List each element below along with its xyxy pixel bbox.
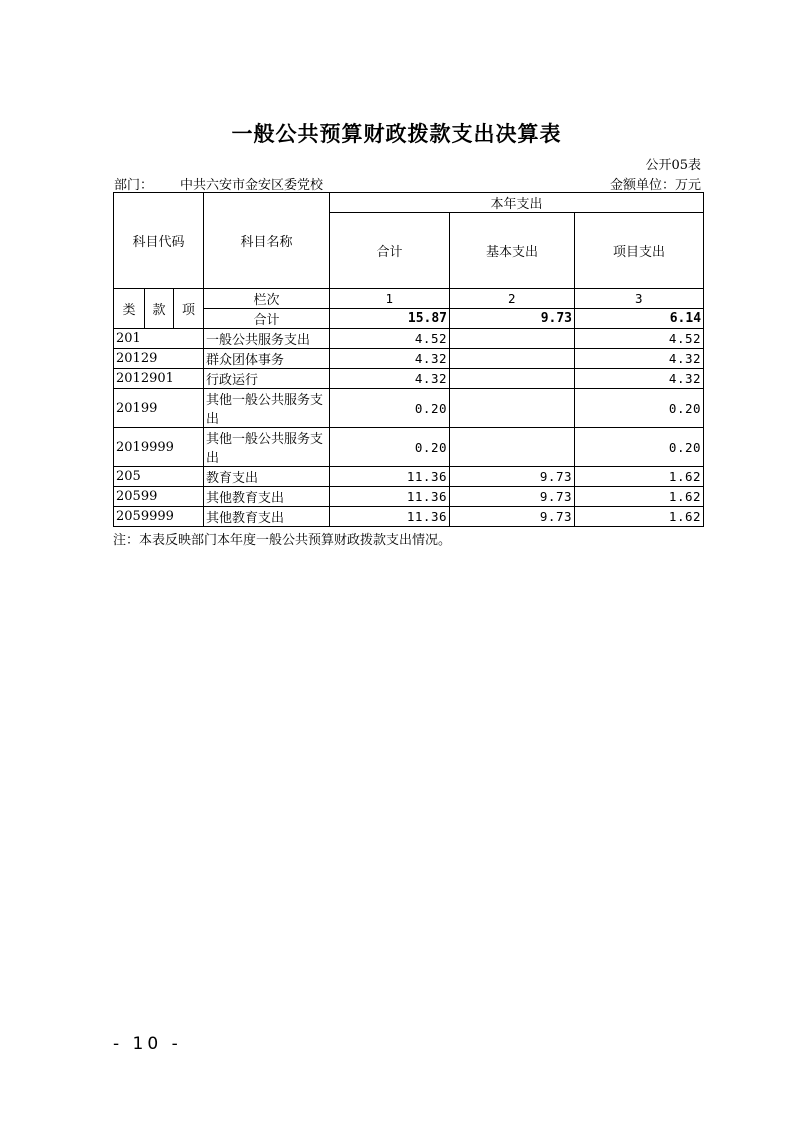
- header-subject-code: 科目代码: [114, 193, 204, 289]
- row-code: 20199: [114, 389, 204, 428]
- column-no-1: 1: [330, 289, 450, 309]
- header-current-year: 本年支出: [330, 193, 704, 213]
- page-number: - 10 -: [113, 1034, 182, 1054]
- row-code: 20129: [114, 349, 204, 369]
- row-total: 4.32: [330, 369, 450, 389]
- form-number: 公开05表: [645, 158, 701, 173]
- row-code: 2059999: [114, 507, 204, 527]
- row-total: 0.20: [330, 428, 450, 467]
- row-name: 群众团体事务: [204, 349, 330, 369]
- header-lei: 类: [114, 289, 145, 329]
- row-basic: [450, 349, 575, 369]
- department-label: 部门：: [114, 178, 154, 193]
- header-basic: 基本支出: [450, 213, 575, 289]
- header-xiang: 项: [174, 289, 204, 329]
- row-name: 教育支出: [204, 467, 330, 487]
- row-code: 20599: [114, 487, 204, 507]
- expenditure-table: [113, 192, 704, 527]
- page-title: 一般公共预算财政拨款支出决算表: [231, 122, 562, 146]
- row-code: 2012901: [114, 369, 204, 389]
- header-kuan: 款: [145, 289, 174, 329]
- row-code: 205: [114, 467, 204, 487]
- row-project: 0.20: [575, 428, 704, 467]
- summary-label: 合计: [204, 309, 330, 329]
- row-name: 其他一般公共服务支出: [204, 389, 330, 428]
- row-basic: 9.73: [450, 467, 575, 487]
- row-basic: [450, 389, 575, 428]
- row-basic: [450, 428, 575, 467]
- row-total: 11.36: [330, 507, 450, 527]
- header-total: 合计: [330, 213, 450, 289]
- header-column-no: 栏次: [204, 289, 330, 309]
- table-row: [114, 329, 704, 349]
- row-project: 4.32: [575, 349, 704, 369]
- column-no-2: 2: [450, 289, 575, 309]
- row-project: 0.20: [575, 389, 704, 428]
- table-row: [114, 487, 704, 507]
- table-row: [114, 369, 704, 389]
- row-basic: 9.73: [450, 507, 575, 527]
- column-no-3: 3: [575, 289, 704, 309]
- row-total: 11.36: [330, 487, 450, 507]
- table-row: [114, 349, 704, 369]
- row-project: 4.52: [575, 329, 704, 349]
- row-name: 一般公共服务支出: [204, 329, 330, 349]
- row-basic: [450, 329, 575, 349]
- summary-project: 6.14: [575, 309, 704, 329]
- row-code: 2019999: [114, 428, 204, 467]
- row-code: 201: [114, 329, 204, 349]
- table-row: [114, 389, 704, 428]
- summary-basic: 9.73: [450, 309, 575, 329]
- row-name: 行政运行: [204, 369, 330, 389]
- row-project: 1.62: [575, 507, 704, 527]
- table-row: [114, 467, 704, 487]
- header-project: 项目支出: [575, 213, 704, 289]
- row-basic: [450, 369, 575, 389]
- row-name: 其他教育支出: [204, 487, 330, 507]
- table-row: [114, 428, 704, 467]
- row-total: 11.36: [330, 467, 450, 487]
- row-name: 其他教育支出: [204, 507, 330, 527]
- row-total: 4.32: [330, 349, 450, 369]
- row-total: 4.52: [330, 329, 450, 349]
- row-project: 1.62: [575, 487, 704, 507]
- header-subject-name: 科目名称: [204, 193, 330, 289]
- row-total: 0.20: [330, 389, 450, 428]
- table-note: 注：本表反映部门本年度一般公共预算财政拨款支出情况。: [113, 533, 452, 548]
- amount-unit: 金额单位：万元: [609, 178, 701, 193]
- row-name: 其他一般公共服务支出: [204, 428, 330, 467]
- row-basic: 9.73: [450, 487, 575, 507]
- row-project: 1.62: [575, 467, 704, 487]
- summary-total: 15.87: [330, 309, 450, 329]
- table-row: [114, 507, 704, 527]
- row-project: 4.32: [575, 369, 704, 389]
- department-name: 中共六安市金安区委党校: [180, 178, 324, 193]
